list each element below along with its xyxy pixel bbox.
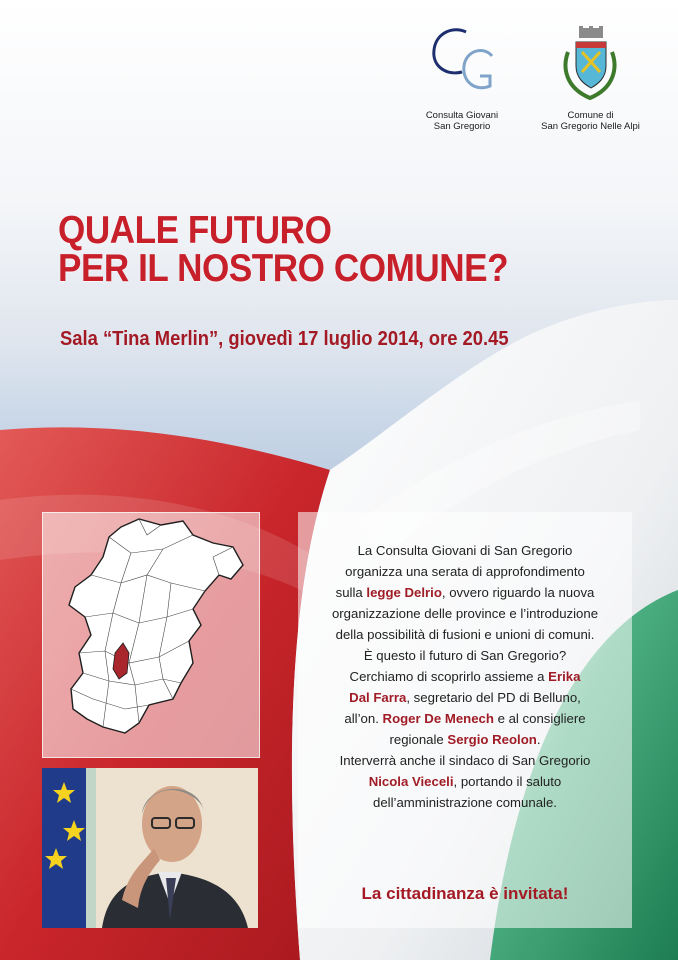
comune-logo <box>533 22 648 132</box>
speaker-name: Nicola Vieceli <box>368 774 454 789</box>
province-map-icon <box>43 513 259 757</box>
cg-logo-line2: San Gregorio <box>433 121 491 132</box>
event-details: Sala “Tina Merlin”, giovedì 17 luglio 2014, ore 20.45 <box>60 328 509 350</box>
speaker-name: Roger De Menech <box>382 711 494 726</box>
event-description <box>298 540 632 813</box>
page-title <box>58 209 509 290</box>
description-line: organizzazione delle province e l’introduzione <box>331 606 599 621</box>
description-line: della possibilità di fusioni e unioni di comuni. <box>335 627 595 642</box>
title-line2: PER IL NOSTRO COMUNE? <box>58 247 509 290</box>
legge-delrio: legge Delrio <box>366 585 442 600</box>
speaker-photo <box>42 768 258 928</box>
speaker-name: Erika <box>548 669 581 684</box>
title-line1: QUALE FUTURO <box>58 209 332 252</box>
description-line: organizza una serata di approfondimento <box>345 564 585 579</box>
speaker-name: Dal Farra <box>349 690 407 705</box>
description-line: regionale Sergio Reolon. <box>389 732 541 747</box>
description-line: Nicola Vieceli, portando il saluto <box>368 774 562 789</box>
map-panel <box>42 512 260 758</box>
comune-logo-line1: Comune di <box>567 110 614 121</box>
description-line: sulla legge Delrio, ovvero riguardo la nuova <box>335 585 595 600</box>
description-line: all’on. Roger De Menech e al consigliere <box>344 711 586 726</box>
description-line: dell’amministrazione comunale. <box>373 795 557 810</box>
speaker-portrait-icon <box>42 768 258 928</box>
description-line: Interverrà anche il sindaco di San Gregorio <box>339 753 591 768</box>
description-line: Dal Farra, segretario del PD di Belluno, <box>349 690 581 705</box>
cg-logo-line1: Consulta Giovani <box>425 110 499 121</box>
description-line: La Consulta Giovani di San Gregorio <box>357 543 573 558</box>
cg-monogram-icon <box>422 22 502 104</box>
description-line: Cerchiamo di scoprirlo assieme a Erika <box>349 669 581 684</box>
invitation-text: La cittadinanza è invitata! <box>361 884 569 903</box>
comune-logo-line2: San Gregorio Nelle Alpi <box>541 121 640 132</box>
description-panel <box>298 512 632 928</box>
coat-of-arms-icon <box>556 22 626 104</box>
consulta-giovani-logo <box>412 22 512 132</box>
speaker-name: Sergio Reolon <box>447 732 537 747</box>
description-line: È questo il futuro di San Gregorio? <box>363 648 567 663</box>
